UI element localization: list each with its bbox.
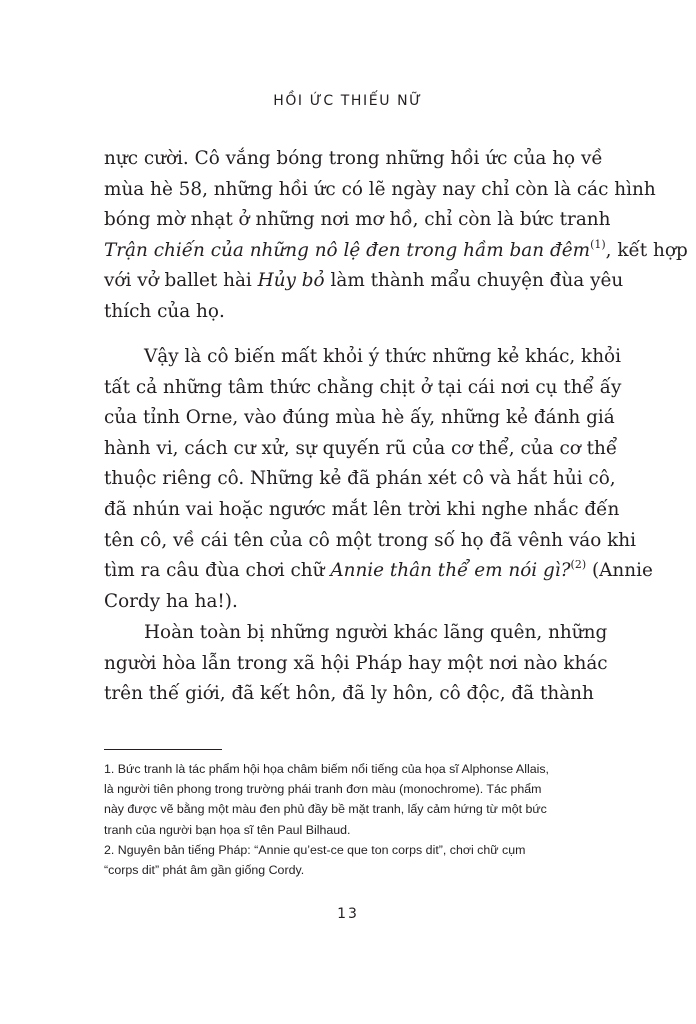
ballet-title: Hủy bỏ	[257, 270, 325, 292]
text-line: tất cả những tâm thức chằng chịt ở tại cái nơi cụ thể ấy	[104, 376, 622, 398]
text-line: thích của họ.	[104, 300, 225, 322]
text-line: tên cô, về cái tên của cô một trong số họ đã vênh váo khi	[104, 529, 636, 551]
footnote-line: “corps dit” phát âm gần giống Cordy.	[104, 863, 305, 878]
text-line: thuộc riêng cô. Những kẻ đã phán xét cô và hắt hủi cô,	[104, 468, 616, 490]
footnote-separator	[104, 749, 222, 750]
text-line: trên thế giới, đã kết hôn, đã ly hôn, cô độc, đã thành	[104, 683, 594, 705]
footnote-line: 1. Bức tranh là tác phẩm hội họa châm biếm nổi tiếng của họa sĩ Alphonse Allais,	[104, 762, 549, 776]
text-line: tìm ra câu đùa chơi chữ Annie thân thể em nói gì?$^{(2)}$ (Annie	[104, 558, 653, 582]
footnote-line: tranh của người bạn họa sĩ tên Paul Bilhaud.	[104, 822, 351, 837]
text-line: người hòa lẫn trong xã hội Pháp hay một nơi nào khác	[104, 652, 608, 674]
footnote-line: là người tiên phong trong trường phái tranh đơn màu (monochrome). Tác phẩm	[104, 782, 542, 797]
footnotes	[104, 759, 594, 880]
text-line: với vở ballet hài Hủy bỏ làm thành mẩu chuyện đùa yêu	[104, 270, 624, 292]
text-line: mùa hè 58, những hồi ức có lẽ ngày nay chỉ còn là các hình	[104, 178, 656, 200]
text-line: của tỉnh Orne, vào đúng mùa hè ấy, những kẻ đánh giá	[104, 407, 615, 429]
text-line: hành vi, cách cư xử, sự quyến rũ của cơ thể, của cơ thể	[104, 437, 618, 459]
text-line: đã nhún vai hoặc ngước mắt lên trời khi nghe nhắc đến	[104, 498, 620, 520]
text-line: Trận chiến của những nô lệ đen trong hầm ban đêm$^{(1)}$, kết hợp	[104, 237, 688, 261]
footnote-line: 2. Nguyên bản tiếng Pháp: “Annie qu’est-ce que ton corps dit”, chơi chữ cụm	[104, 842, 526, 857]
artwork-title: Trận chiến của những nô lệ đen trong hầm ban đêm	[104, 239, 591, 261]
wordplay-phrase: Annie thân thể em nói gì?	[330, 560, 571, 582]
paragraph-3	[104, 618, 608, 710]
paragraph-2	[104, 342, 653, 617]
text-line: nực cười. Cô vắng bóng trong những hồi ức của họ về	[104, 148, 603, 169]
page-number: 13	[337, 906, 359, 922]
running-header-title: HỒI ỨC THIẾU NỮ	[273, 93, 423, 109]
text-line: Hoàn toàn bị những người khác lãng quên, những	[144, 622, 608, 643]
footnote-1	[104, 759, 594, 840]
footnote-line: này được vẽ bằng một màu đen phủ đầy bề mặt tranh, lấy cảm hứng từ một bức	[104, 802, 547, 817]
footnote-2	[104, 840, 594, 880]
paragraph-1	[104, 144, 688, 328]
text-line: bóng mờ nhạt ở những nơi mơ hồ, chỉ còn là bức tranh	[104, 209, 611, 231]
text-line: Cordy ha ha!).	[104, 590, 238, 612]
text-line: Vậy là cô biến mất khỏi ý thức những kẻ khác, khỏi	[144, 346, 621, 367]
footnote-ref-2[interactable]: (2)	[570, 558, 587, 572]
footnote-ref-1[interactable]: (1)	[590, 237, 606, 251]
